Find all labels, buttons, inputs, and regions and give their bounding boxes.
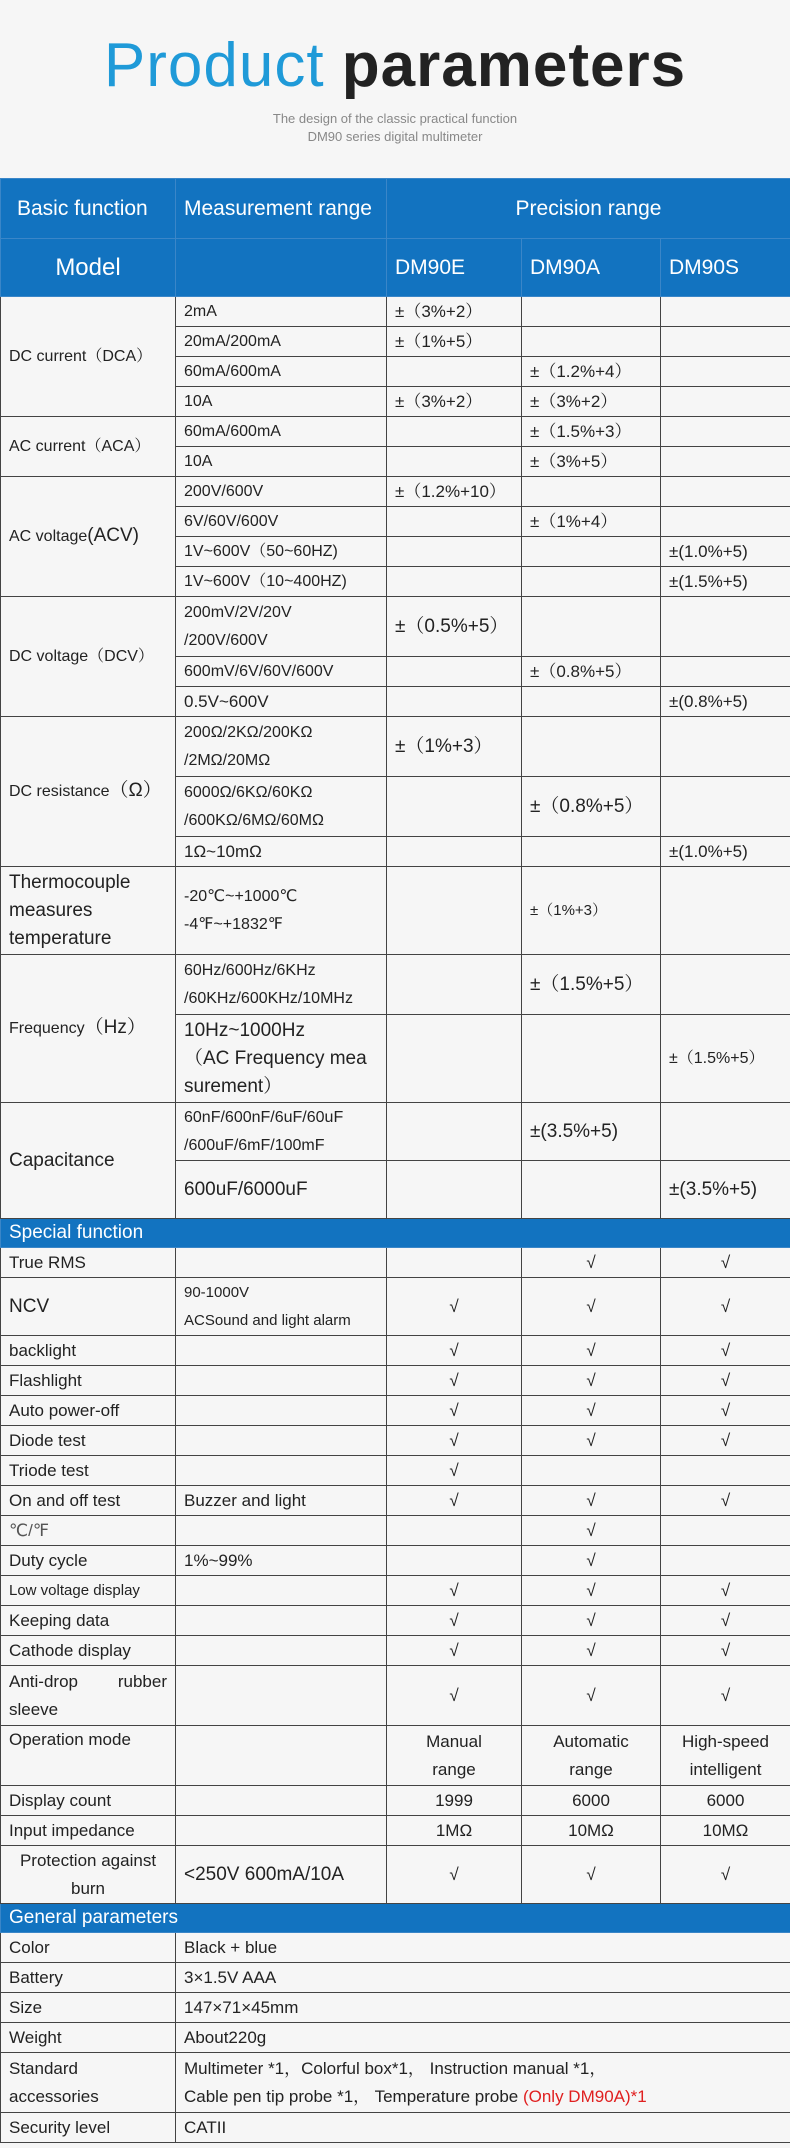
precision-a: [522, 687, 661, 717]
table-row: [1, 955, 790, 1015]
param-value: CATII: [176, 2113, 790, 2143]
precision-a: ±（0.8%+5）: [522, 777, 661, 837]
range-line: ACSound and light alarm: [184, 1311, 351, 1329]
precision-a: [522, 1161, 661, 1219]
resistance-label-unit: （Ω）: [109, 780, 162, 801]
table-row: [1, 597, 790, 657]
precision-s: ±（1.5%+5）: [661, 1015, 790, 1103]
mode-line: High-speed: [682, 1731, 769, 1751]
precision-s: [661, 955, 790, 1015]
table-row: [1, 1516, 790, 1546]
dca-label: DC current（DCA）: [1, 297, 176, 417]
precision-e: ±（1.2%+10）: [387, 477, 522, 507]
header-basic-function: Basic function: [1, 179, 176, 239]
range-cell: 2mA: [176, 297, 387, 327]
table-row: [1, 867, 790, 955]
range-cell: [176, 1103, 387, 1161]
range-cell: [176, 1456, 387, 1486]
check-s: √: [661, 1576, 790, 1606]
mode-line: Manual: [426, 1731, 482, 1751]
table-row: [1, 1786, 790, 1816]
aca-label: AC current（ACA）: [1, 417, 176, 477]
range-cell: [176, 597, 387, 657]
check-e: √: [387, 1456, 522, 1486]
precision-e: [387, 1103, 522, 1161]
label-line: sleeve: [9, 1699, 59, 1719]
table-row: [1, 717, 790, 777]
header-model: Model: [1, 239, 176, 297]
precision-s: ±(1.0%+5): [661, 537, 790, 567]
precision-a: ±（0.8%+5）: [522, 657, 661, 687]
feature-label: Keeping data: [1, 1606, 176, 1636]
range-cell: 0.5V~600V: [176, 687, 387, 717]
range-line: /60KHz/600KHz/10MHz: [184, 989, 353, 1007]
range-cell: [176, 1816, 387, 1846]
check-e: √: [387, 1606, 522, 1636]
precision-a: [522, 1015, 661, 1103]
precision-s: [661, 657, 790, 687]
check-s: [661, 1546, 790, 1576]
feature-label: [1, 1666, 176, 1726]
range-cell: 1V~600V（10~400HZ): [176, 567, 387, 597]
table-row: [1, 1248, 790, 1278]
mode-line: intelligent: [689, 1759, 762, 1779]
check-a: √: [522, 1396, 661, 1426]
capacitance-label: Capacitance: [1, 1103, 176, 1219]
precision-s: [661, 477, 790, 507]
mode-line: range: [569, 1759, 613, 1779]
precision-s: ±(1.5%+5): [661, 567, 790, 597]
precision-a: [522, 837, 661, 867]
check-s: √: [661, 1396, 790, 1426]
check-s: [661, 1516, 790, 1546]
section-title: General parameters: [1, 1904, 790, 1933]
precision-a: [522, 297, 661, 327]
check-a: √: [522, 1366, 661, 1396]
label-line: temperature: [9, 927, 112, 949]
param-label: Security level: [1, 2113, 176, 2143]
range-cell: [176, 717, 387, 777]
precision-a: ±（1%+3）: [522, 867, 661, 955]
param-value: 3×1.5V AAA: [176, 1963, 790, 1993]
table-row: [1, 1816, 790, 1846]
precision-a: ±（1.5%+5）: [522, 955, 661, 1015]
header-precision-range: Precision range: [387, 179, 790, 239]
range-cell: 6V/60V/600V: [176, 507, 387, 537]
table-row: [1, 1933, 790, 1963]
range-cell: Buzzer and light: [176, 1486, 387, 1516]
section-special-function: [1, 1219, 790, 1248]
range-cell: <250V 600mA/10A: [176, 1846, 387, 1904]
range-line: /600KΩ/6MΩ/60MΩ: [184, 811, 324, 829]
table-row: [1, 1426, 790, 1456]
table-row: [1, 2113, 790, 2143]
precision-e: [387, 447, 522, 477]
precision-a: ±（3%+2）: [522, 387, 661, 417]
table-row: [1, 1666, 790, 1726]
label-line: Anti-drop rubber: [9, 1671, 167, 1691]
feature-label: Operation mode: [1, 1726, 176, 1786]
range-cell: [176, 1366, 387, 1396]
feature-label: Triode test: [1, 1456, 176, 1486]
check-e: [387, 1248, 522, 1278]
table-row: [1, 1456, 790, 1486]
table-row: [1, 2023, 790, 2053]
precision-s: [661, 1103, 790, 1161]
table-row: [1, 1278, 790, 1336]
feature-label: [1, 1846, 176, 1904]
precision-e: [387, 1161, 522, 1219]
table-row: [1, 1846, 790, 1904]
range-cell: [176, 1666, 387, 1726]
param-label: Size: [1, 1993, 176, 2023]
precision-a: ±（1.5%+3）: [522, 417, 661, 447]
precision-s: [661, 597, 790, 657]
feature-label: ℃/℉: [1, 1516, 176, 1546]
feature-label: NCV: [1, 1278, 176, 1336]
frequency-label-text: Frequency: [9, 1020, 85, 1037]
precision-e: [387, 1015, 522, 1103]
table-row: [1, 1486, 790, 1516]
param-value: About220g: [176, 2023, 790, 2053]
range-cell: 600uF/6000uF: [176, 1161, 387, 1219]
feature-label: Flashlight: [1, 1366, 176, 1396]
table-row: [1, 1546, 790, 1576]
range-cell: [176, 955, 387, 1015]
range-cell: [176, 1516, 387, 1546]
range-cell: [176, 1015, 387, 1103]
check-s: √: [661, 1336, 790, 1366]
header-row-2: [1, 239, 790, 297]
check-e: √: [387, 1278, 522, 1336]
impedance-e: 1MΩ: [387, 1816, 522, 1846]
mode-a: [522, 1726, 661, 1786]
feature-label: Input impedance: [1, 1816, 176, 1846]
check-s: √: [661, 1636, 790, 1666]
feature-label: Duty cycle: [1, 1546, 176, 1576]
check-s: √: [661, 1606, 790, 1636]
range-cell: 60mA/600mA: [176, 357, 387, 387]
precision-a: ±(3.5%+5): [522, 1103, 661, 1161]
range-line: 200mV/2V/20V: [184, 603, 292, 621]
precision-s: [661, 417, 790, 447]
check-a: √: [522, 1426, 661, 1456]
param-label: Color: [1, 1933, 176, 1963]
check-a: √: [522, 1846, 661, 1904]
range-cell: 60mA/600mA: [176, 417, 387, 447]
range-cell: 10A: [176, 387, 387, 417]
range-line: /600uF/6mF/100mF: [184, 1136, 325, 1154]
table-row: [1, 297, 790, 327]
label-line: Standard: [9, 2058, 78, 2078]
mode-line: Automatic: [553, 1731, 629, 1751]
table-row: [1, 417, 790, 447]
check-e: √: [387, 1636, 522, 1666]
check-s: √: [661, 1846, 790, 1904]
section-title: Special function: [1, 1219, 790, 1248]
check-a: √: [522, 1516, 661, 1546]
range-line: 6000Ω/6KΩ/60KΩ: [184, 783, 313, 801]
header-model-e: DM90E: [387, 239, 522, 297]
precision-e: ±（3%+2）: [387, 297, 522, 327]
count-s: 6000: [661, 1786, 790, 1816]
range-line: 10Hz~1000Hz: [184, 1019, 305, 1041]
impedance-a: 10MΩ: [522, 1816, 661, 1846]
range-line: 60Hz/600Hz/6KHz: [184, 961, 316, 979]
check-s: √: [661, 1666, 790, 1726]
range-cell: [176, 1726, 387, 1786]
range-line: /2MΩ/20MΩ: [184, 751, 271, 769]
precision-e: ±（1%+3）: [387, 717, 522, 777]
param-value: Black + blue: [176, 1933, 790, 1963]
check-e: √: [387, 1576, 522, 1606]
precision-e: [387, 687, 522, 717]
precision-s: [661, 297, 790, 327]
check-e: √: [387, 1486, 522, 1516]
precision-s: [661, 717, 790, 777]
precision-e: [387, 867, 522, 955]
check-a: √: [522, 1666, 661, 1726]
check-s: [661, 1456, 790, 1486]
check-a: √: [522, 1486, 661, 1516]
count-e: 1999: [387, 1786, 522, 1816]
header-model-s: DM90S: [661, 239, 790, 297]
feature-label: Display count: [1, 1786, 176, 1816]
range-cell: 1%~99%: [176, 1546, 387, 1576]
feature-label: True RMS: [1, 1248, 176, 1278]
precision-e: [387, 837, 522, 867]
precision-a: [522, 537, 661, 567]
precision-a: [522, 717, 661, 777]
range-line: 90-1000V: [184, 1283, 250, 1301]
table-row: [1, 477, 790, 507]
precision-e: [387, 357, 522, 387]
range-cell: 10A: [176, 447, 387, 477]
title-bold: parameters: [341, 31, 687, 100]
table-row: [1, 1963, 790, 1993]
subtitle-line-2: DM90 series digital multimeter: [307, 129, 483, 144]
acv-label-abbr: (ACV): [87, 525, 139, 546]
range-cell: 1V~600V（50~60HZ): [176, 537, 387, 567]
resistance-label: [1, 717, 176, 867]
precision-a: ±（1.2%+4）: [522, 357, 661, 387]
check-a: √: [522, 1248, 661, 1278]
mode-s: [661, 1726, 790, 1786]
precision-e: [387, 507, 522, 537]
precision-s: [661, 507, 790, 537]
check-a: √: [522, 1576, 661, 1606]
frequency-label-unit: （Hz）: [84, 1017, 146, 1038]
range-cell: [176, 1396, 387, 1426]
header-measurement-range: Measurement range: [176, 179, 387, 239]
range-cell: [176, 867, 387, 955]
check-e: [387, 1516, 522, 1546]
acv-label: [1, 477, 176, 597]
precision-e: ±（1%+5）: [387, 327, 522, 357]
table-row: [1, 2053, 790, 2113]
header-empty: [176, 239, 387, 297]
acv-label-text: AC voltage: [9, 528, 88, 545]
precision-a: [522, 477, 661, 507]
resistance-label-text: DC resistance: [9, 783, 110, 800]
precision-e: ±（0.5%+5）: [387, 597, 522, 657]
table-row: [1, 1576, 790, 1606]
param-label: [1, 2053, 176, 2113]
feature-label: Low voltage display: [1, 1576, 176, 1606]
accessories-line: [184, 2083, 790, 2111]
temperature-label: [1, 867, 176, 955]
precision-a: [522, 597, 661, 657]
range-line: -4℉~+1832℉: [184, 915, 283, 933]
precision-e: [387, 657, 522, 687]
label-line: burn: [70, 1878, 106, 1898]
check-a: √: [522, 1636, 661, 1666]
precision-e: [387, 537, 522, 567]
subtitle-line-1: The design of the classic practical function: [272, 111, 518, 126]
range-cell: [176, 1248, 387, 1278]
feature-label: Auto power-off: [1, 1396, 176, 1426]
mode-e: [387, 1726, 522, 1786]
check-e: [387, 1546, 522, 1576]
table-row: [1, 1103, 790, 1161]
param-value: 147×71×45mm: [176, 1993, 790, 2023]
table-row: [1, 1726, 790, 1786]
precision-a: [522, 327, 661, 357]
range-cell: 200V/600V: [176, 477, 387, 507]
precision-s: ±(3.5%+5): [661, 1161, 790, 1219]
precision-s: [661, 867, 790, 955]
range-cell: [176, 1786, 387, 1816]
range-cell: 1Ω~10mΩ: [176, 837, 387, 867]
table-row: [1, 1636, 790, 1666]
parameters-table: [0, 178, 790, 2143]
precision-s: [661, 447, 790, 477]
range-cell: [176, 1278, 387, 1336]
table-row: [1, 1606, 790, 1636]
table-row: [1, 1366, 790, 1396]
page-header: [0, 0, 790, 178]
accessories-note: (Only DM90A)*1: [522, 2086, 647, 2106]
table-row: [1, 1336, 790, 1366]
precision-s: [661, 357, 790, 387]
check-s: √: [661, 1486, 790, 1516]
precision-s: [661, 327, 790, 357]
range-line: surement）: [184, 1075, 283, 1097]
check-e: √: [387, 1366, 522, 1396]
accessories-line: Multimeter *1，Colorful box*1， Instruction manual *1，: [184, 2058, 607, 2078]
precision-s: [661, 387, 790, 417]
precision-a: ±（1%+4）: [522, 507, 661, 537]
dcv-label: DC voltage（DCV）: [1, 597, 176, 717]
table-row: [1, 1396, 790, 1426]
page-title: [0, 26, 790, 106]
header-model-a: DM90A: [522, 239, 661, 297]
frequency-label: [1, 955, 176, 1103]
accessories-text: Cable pen tip probe *1， Temperature probe: [184, 2086, 523, 2106]
count-a: 6000: [522, 1786, 661, 1816]
header-row-1: [1, 179, 790, 239]
precision-s: [661, 777, 790, 837]
feature-label: Diode test: [1, 1426, 176, 1456]
label-line: Thermocouple: [9, 871, 131, 893]
range-cell: 600mV/6V/60V/600V: [176, 657, 387, 687]
check-e: √: [387, 1846, 522, 1904]
range-cell: [176, 1606, 387, 1636]
range-line: 60nF/600nF/6uF/60uF: [184, 1108, 344, 1126]
precision-a: [522, 567, 661, 597]
precision-e: ±（3%+2）: [387, 387, 522, 417]
precision-e: [387, 567, 522, 597]
range-line: -20℃~+1000℃: [184, 887, 298, 905]
feature-label: Cathode display: [1, 1636, 176, 1666]
check-a: √: [522, 1336, 661, 1366]
check-a: √: [522, 1606, 661, 1636]
check-a: √: [522, 1278, 661, 1336]
check-s: √: [661, 1366, 790, 1396]
precision-e: [387, 417, 522, 447]
section-general-parameters: [1, 1904, 790, 1933]
label-line: accessories: [9, 2086, 99, 2106]
check-s: √: [661, 1426, 790, 1456]
check-e: √: [387, 1396, 522, 1426]
label-line: measures: [9, 899, 93, 921]
impedance-s: 10MΩ: [661, 1816, 790, 1846]
feature-label: On and off test: [1, 1486, 176, 1516]
range-line: （AC Frequency mea: [184, 1047, 367, 1069]
check-a: √: [522, 1546, 661, 1576]
feature-label: backlight: [1, 1336, 176, 1366]
check-e: √: [387, 1666, 522, 1726]
range-cell: [176, 1426, 387, 1456]
title-light: Product: [103, 31, 325, 100]
check-s: √: [661, 1248, 790, 1278]
check-e: √: [387, 1336, 522, 1366]
param-label: Weight: [1, 2023, 176, 2053]
check-a: [522, 1456, 661, 1486]
range-cell: [176, 1636, 387, 1666]
precision-s: ±(0.8%+5): [661, 687, 790, 717]
page-subtitle: [0, 110, 790, 146]
range-cell: 20mA/200mA: [176, 327, 387, 357]
precision-s: ±(1.0%+5): [661, 837, 790, 867]
range-line: /200V/600V: [184, 631, 268, 649]
label-line: Protection against: [19, 1850, 157, 1870]
check-e: √: [387, 1426, 522, 1456]
param-value: [176, 2053, 790, 2113]
param-label: Battery: [1, 1963, 176, 1993]
precision-e: [387, 955, 522, 1015]
check-s: √: [661, 1278, 790, 1336]
table-row: [1, 1993, 790, 2023]
precision-a: ±（3%+5）: [522, 447, 661, 477]
range-line: 200Ω/2KΩ/200KΩ: [184, 723, 313, 741]
range-cell: [176, 1576, 387, 1606]
mode-line: range: [432, 1759, 476, 1779]
range-cell: [176, 777, 387, 837]
precision-e: [387, 777, 522, 837]
range-cell: [176, 1336, 387, 1366]
